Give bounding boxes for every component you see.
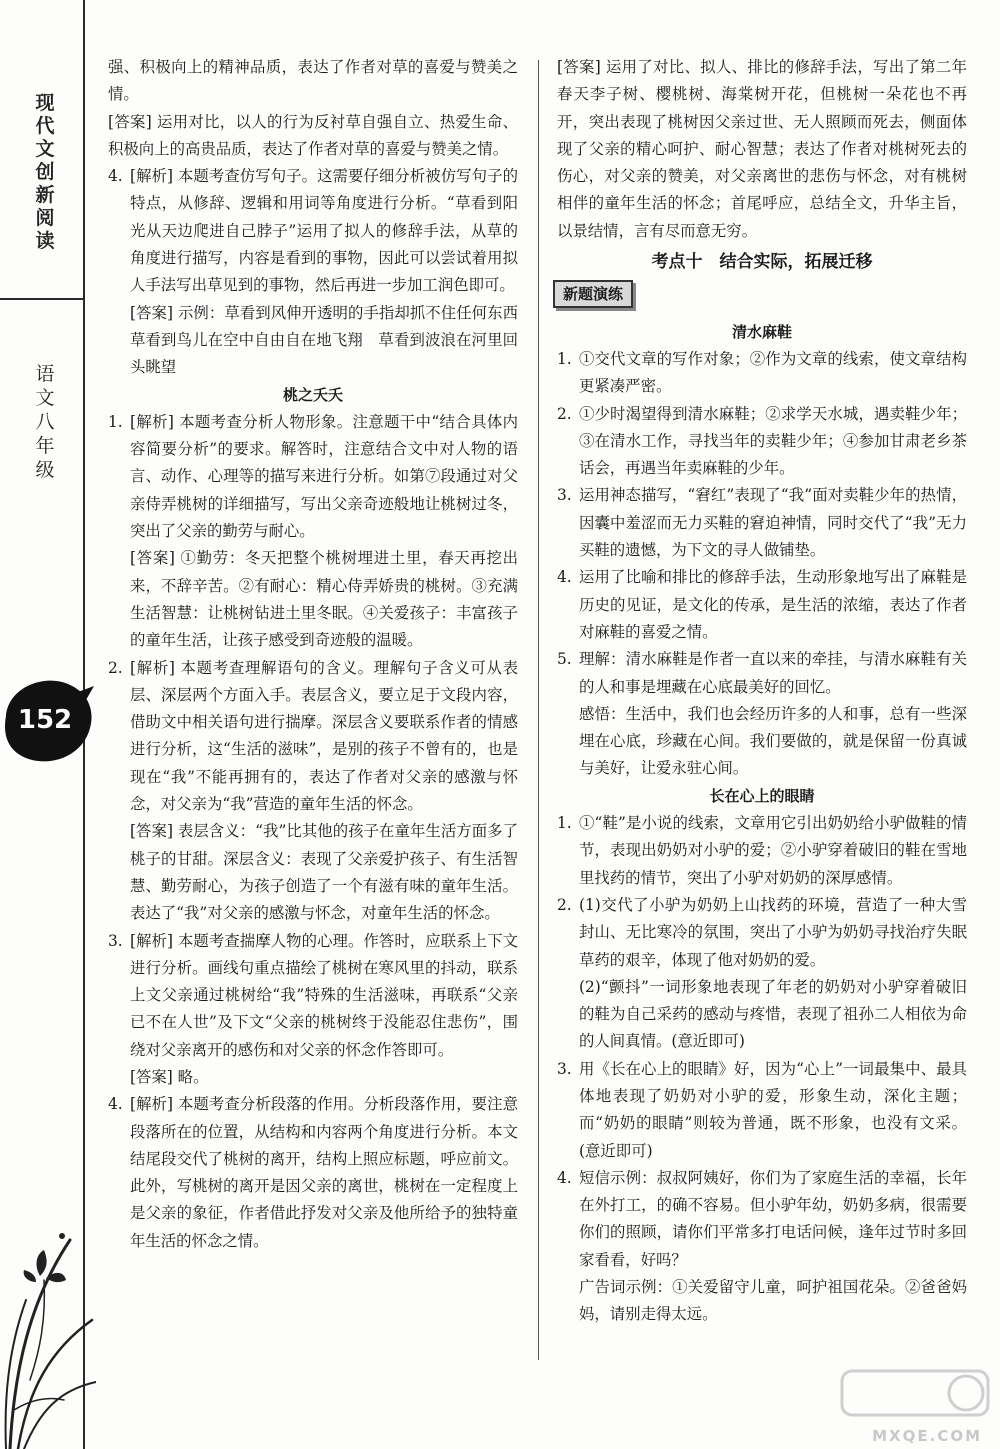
answer-item [557,810,967,892]
paragraph: [答案] 运用了对比、拟人、排比的修辞手法，写出了第二年春天李子树、樱桃树、海棠树开花，但桃树一朵花也不再开，突出表现了桃树因父亲过世、无人照顾而死去，侧面体现了父亲的精心呵护、耐心智慧；表达了作者对桃树死去的伤心，对父亲的赞美，对父亲离世的悲伤与怀念，对有桃树相伴的童年生活的怀念；首尾呼应，总结全文，升华主旨，以景结情，言有尽而意无穷。 [557,58,967,240]
item-text: [解析] 本题考查分析段落的作用。分析段落作用，要注意段落所在的位置，从结构和内容两个角度进行分析。本文结尾段交代了桃树的离开，结构上照应标题，呼应前文。此外，写桃树的离开是因父亲的离世，桃树在一定程度上是父亲的象征，作者借此抒发对父亲及他所给予的独特童年生活的怀念之情。 [130,1095,518,1250]
item-text: 用《长在心上的眼睛》好，因为“心上”一词最集中、最具体地表现了奶奶对小驴的爱，形象生动，深化主题；而“奶奶的眼睛”则较为普通，既不形象，也没有文采。(意近即可) [579,1059,967,1160]
item-text: [解析] 本题考查分析人物形象。注意题干中“结合具体内容简要分析”的要求。解答时，注意结合文中对人物的语言、动作、心理等的描写来进行分析。如第⑦段通过对父亲侍弄桃树的详细描写，写出父亲奇迹般地让桃树过冬，突出了父亲的勤劳与耐心。 [130,412,518,541]
answer-item [557,401,967,483]
subject-label-text: 语文八年级 [35,363,55,481]
margin-divider [0,298,84,300]
item-number: 1. [108,412,123,431]
series-title [30,92,60,253]
paragraph: [答案] 运用对比，以人的行为反衬草自强自立、热爱生命、积极向上的高贵品质，表达了作者对草的喜爱与赞美之情。 [108,112,518,158]
right-column [557,54,967,1329]
item-number: 4. [108,1095,123,1114]
answer-item [108,1091,518,1255]
subject-label [30,362,60,482]
item-text: ①少时渴望得到清水麻鞋；②求学天水城，遇卖鞋少年；③在清水工作，寻找当年的卖鞋少年；④参加甘肃老乡茶话会，再遇当年卖麻鞋的少年。 [579,404,967,478]
item-number: 2. [108,658,123,677]
item-number: 1. [557,814,572,833]
item-text: [解析] 本题考查揣摩人物的心理。作答时，应联系上下文进行分析。画线句重点描绘了桃树在寒风里的抖动，联系上文父亲通过桃树给“我”特殊的生活滋味，再联系“父亲已不在人世”及下文“父亲的桃树终于没能忍住悲伤”，围绕对父亲离开的感伤和对父亲的怀念作答即可。 [130,931,518,1059]
passage-title: 清水麻鞋 [731,322,792,341]
answer-item [108,928,518,1064]
item-number: 3. [108,931,123,950]
item-text: ①交代文章的写作对象；②作为文章的线索，使文章结构更紧凑严密。 [579,349,967,396]
passage-title: 桃之夭夭 [282,385,343,404]
item-text: 理解：清水麻鞋是作者一直以来的牵挂，与清水麻鞋有关的人和事是埋藏在心底最美好的回忆。 [579,650,967,696]
section-badge: 新题演练 [553,280,633,308]
item-number: 4. [108,167,123,186]
answer-paragraph: 广告词示例：①关爱留守儿童，呵护祖国花朵。②爸爸妈妈，请别走得太远。 [579,1278,967,1324]
passage-title: 长在心上的眼睛 [709,786,815,805]
answer-item [557,1165,967,1274]
answer-paragraph: [答案] 示例：草看到风伸开透明的手指却抓不住任何东西 草看到鸟儿在空中自由自在地飞翔 草看到波浪在河里回头眺望 [130,303,534,377]
item-text: 运用了比喻和排比的修辞手法，生动形象地写出了麻鞋是历史的见证，是文化的传承，是生活的浓缩，表达了作者对麻鞋的喜爱之情。 [579,568,967,641]
answer-item [557,1056,967,1165]
item-text: 运用神态描写，“窘红”表现了“我”面对卖鞋少年的热情，因囊中羞涩而无力买鞋的窘迫神情，同时交代了“我”无力买鞋的遗憾，为下文的寻人做铺垫。 [579,486,967,560]
answer-item [557,564,967,646]
item-number: 3. [557,486,572,505]
item-number: 1. [557,349,572,368]
item-number: 4. [557,1168,572,1187]
answer-paragraph: [答案] 表层含义：“我”比其他的孩子在童年生活方面多了桃子的甘甜。深层含义：表现了父亲爱护孩子、有生活智慧、勤劳耐心，为孩子创造了一个有滋有味的童年生活。表达了“我”对父亲的感激与怀念，对童年生活的怀念。 [130,822,518,923]
answer-item [108,655,518,819]
answer-item [108,409,518,545]
answer-paragraph: [答案] ①勤劳：冬天把整个桃树埋进土里，春天再挖出来，不辞辛苦。②有耐心：精心侍弄娇贵的桃树。③充满生活智慧：让桃树钻进土里冬眠。④关爱孩子：丰富孩子的童年生活，让孩子感受到奇迹般的温暖。 [130,549,518,650]
item-number: 3. [557,1059,572,1078]
watermark-url: MXQE.COM [872,1427,982,1445]
orchid-illustration-icon [0,1150,96,1449]
left-column [108,54,534,1255]
answer-item [557,646,967,701]
answer-paragraph: 感悟：生活中，我们也会经历许多的人和事，总有一些深埋在心底，珍藏在心间。我们要做的，就是保留一份真诚与美好，让爱永驻心间。 [579,704,967,778]
answer-item [557,346,967,401]
item-number: 2. [557,895,572,914]
item-number: 5. [557,650,572,669]
item-text: [解析] 本题考查仿写句子。这需要仔细分析被仿写句子的特点，从修辞、逻辑和用词等角度进行分析。“草看到阳光从天边爬进自己脖子”运用了拟人的修辞手法，从草的角度进行描写，内容是看到的事物，因此可以尝试着用拟人手法写出草见到的事物，然后再进一步加工润色即可。 [130,167,518,295]
answer-paragraph: [答案] 略。 [130,1067,209,1086]
item-number: 2. [557,404,572,423]
answer-item [108,163,518,299]
badge-wrapper [553,280,967,308]
item-text: (1)交代了小驴为奶奶上山找药的环境，营造了一种大雪封山、无比寒冷的氛围，突出了小驴为奶奶寻找治疗失眠草药的艰辛，体现了他对奶奶的爱。 [579,895,967,969]
item-number: 4. [557,568,572,587]
item-text: ①“鞋”是小说的线索，文章用它引出奶奶给小驴做鞋的情节，表现出奶奶对小驴的爱；②小驴穿着破旧的鞋在雪地里找药的情节，突出了小驴对奶奶的深厚感情。 [579,814,967,887]
item-text: 短信示例：叔叔阿姨好，你们为了家庭生活的幸福，长年在外打工，的确不容易。但小驴年幼，奶奶多病，很需要你们的照顾，请你们平常多打电话问候，逢年过节时多回家看看，好吗？ [579,1168,967,1269]
page-number: 152 [17,705,73,735]
answer-item [557,892,967,974]
series-title-text: 现代文创新阅读 [35,92,55,252]
watermark-logo-icon [840,1367,990,1427]
section-heading: 考点十 结合实际，拓展迁移 [651,252,873,273]
column-divider [538,60,539,1360]
paragraph: 强、积极向上的精神品质，表达了作者对草的喜爱与赞美之情。 [108,58,518,104]
answer-item [557,482,967,564]
item-text: [解析] 本题考查理解语句的含义。理解句子含义可从表层、深层两个方面入手。表层含义，要立足于文段内容，借助文中相关语句进行揣摩。深层含义要联系作者的情感进行分析，这“生活的滋味”，是别的孩子不曾有的，也是现在“我”不能再拥有的，表达了作者对父亲的感激与怀念，对父亲为“我”营造的童年生活的怀念。 [130,658,518,814]
answer-paragraph: (2)“颤抖”一词形象地表现了年老的奶奶对小驴穿着破旧的鞋为自己采药的感动与疼惜，表现了祖孙二人相依为命的人间真情。(意近即可) [579,977,967,1051]
